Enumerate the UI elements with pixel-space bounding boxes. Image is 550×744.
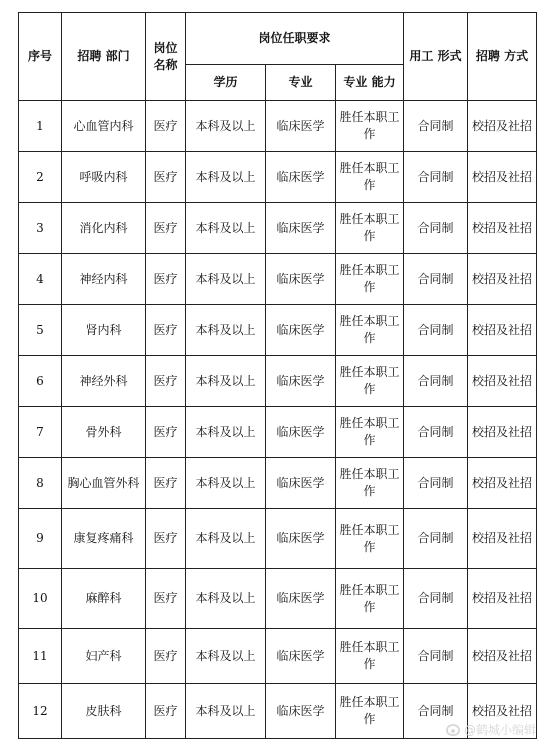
cell-education: 本科及以上 [186, 254, 266, 305]
header-education-label: 学历 [213, 75, 238, 89]
table-row [19, 305, 537, 356]
recruitment-table [18, 12, 537, 739]
table-row [19, 509, 537, 569]
cell-method: 校招及社招 [468, 629, 537, 684]
cell-post: 医疗 [146, 254, 186, 305]
cell-method: 校招及社招 [468, 356, 537, 407]
cell-education: 本科及以上 [186, 203, 266, 254]
cell-dept: 皮肤科 [62, 684, 146, 739]
cell-seq: 1 [19, 101, 62, 152]
cell-education: 本科及以上 [186, 356, 266, 407]
cell-education: 本科及以上 [186, 684, 266, 739]
cell-education: 本科及以上 [186, 629, 266, 684]
table-row [19, 254, 537, 305]
cell-ability: 胜任本职工作 [336, 254, 404, 305]
cell-seq: 9 [19, 509, 62, 569]
cell-dept: 神经内科 [62, 254, 146, 305]
watermark [446, 721, 536, 738]
cell-post: 医疗 [146, 509, 186, 569]
cell-post: 医疗 [146, 356, 186, 407]
cell-major: 临床医学 [266, 203, 336, 254]
cell-major: 临床医学 [266, 356, 336, 407]
cell-ability: 胜任本职工作 [336, 569, 404, 629]
cell-seq: 8 [19, 458, 62, 509]
cell-seq: 6 [19, 356, 62, 407]
header-seq [19, 13, 62, 101]
cell-method: 校招及社招 [468, 254, 537, 305]
header-row-top [19, 13, 537, 65]
cell-major: 临床医学 [266, 305, 336, 356]
cell-ability: 胜任本职工作 [336, 684, 404, 739]
table-header [19, 13, 537, 101]
header-post-line2: 名称 [153, 57, 178, 72]
cell-post: 医疗 [146, 101, 186, 152]
cell-seq: 4 [19, 254, 62, 305]
cell-seq: 10 [19, 569, 62, 629]
table-row [19, 101, 537, 152]
cell-dept: 消化内科 [62, 203, 146, 254]
cell-major: 临床医学 [266, 509, 336, 569]
header-dept [62, 13, 146, 101]
cell-major: 临床医学 [266, 684, 336, 739]
cell-employment: 合同制 [404, 152, 468, 203]
cell-seq: 7 [19, 407, 62, 458]
cell-major: 临床医学 [266, 458, 336, 509]
cell-dept: 神经外科 [62, 356, 146, 407]
cell-education: 本科及以上 [186, 305, 266, 356]
header-seq-label: 序号 [27, 49, 52, 63]
header-dept-line1: 招聘 [77, 49, 102, 63]
cell-ability: 胜任本职工作 [336, 629, 404, 684]
cell-ability: 胜任本职工作 [336, 203, 404, 254]
header-dept-line2: 部门 [105, 49, 130, 63]
cell-employment: 合同制 [404, 305, 468, 356]
cell-major: 临床医学 [266, 629, 336, 684]
cell-employment: 合同制 [404, 509, 468, 569]
cell-seq: 3 [19, 203, 62, 254]
cell-method: 校招及社招 [468, 101, 537, 152]
cell-post: 医疗 [146, 203, 186, 254]
cell-dept: 呼吸内科 [62, 152, 146, 203]
cell-method: 校招及社招 [468, 407, 537, 458]
cell-method: 校招及社招 [468, 569, 537, 629]
table-row [19, 569, 537, 629]
cell-ability: 胜任本职工作 [336, 458, 404, 509]
cell-major: 临床医学 [266, 254, 336, 305]
cell-dept: 肾内科 [62, 305, 146, 356]
cell-post: 医疗 [146, 629, 186, 684]
cell-employment: 合同制 [404, 684, 468, 739]
cell-dept: 麻醉科 [62, 569, 146, 629]
cell-education: 本科及以上 [186, 152, 266, 203]
cell-employment: 合同制 [404, 407, 468, 458]
header-requirements [186, 13, 404, 65]
cell-education: 本科及以上 [186, 407, 266, 458]
cell-seq: 12 [19, 684, 62, 739]
cell-major: 临床医学 [266, 152, 336, 203]
table-row [19, 407, 537, 458]
weibo-icon [446, 724, 460, 736]
cell-method: 校招及社招 [468, 458, 537, 509]
header-employment [404, 13, 468, 101]
header-post-line1: 岗位 [153, 40, 178, 55]
cell-dept: 心血管内科 [62, 101, 146, 152]
cell-post: 医疗 [146, 407, 186, 458]
cell-ability: 胜任本职工作 [336, 101, 404, 152]
cell-major: 临床医学 [266, 407, 336, 458]
cell-education: 本科及以上 [186, 569, 266, 629]
cell-major: 临床医学 [266, 569, 336, 629]
header-major-label: 专业 [288, 75, 313, 89]
table-body [19, 101, 537, 739]
cell-employment: 合同制 [404, 629, 468, 684]
cell-dept: 妇产科 [62, 629, 146, 684]
header-method-line2: 方式 [504, 49, 529, 63]
watermark-text: @鹤城小编辑 [463, 723, 536, 737]
cell-employment: 合同制 [404, 254, 468, 305]
cell-dept: 胸心血管外科 [62, 458, 146, 509]
cell-education: 本科及以上 [186, 458, 266, 509]
table-row [19, 203, 537, 254]
header-method [468, 13, 537, 101]
cell-post: 医疗 [146, 684, 186, 739]
cell-dept: 骨外科 [62, 407, 146, 458]
cell-method: 校招及社招 [468, 203, 537, 254]
table-row [19, 356, 537, 407]
cell-employment: 合同制 [404, 569, 468, 629]
table-row [19, 458, 537, 509]
cell-employment: 合同制 [404, 356, 468, 407]
cell-major: 临床医学 [266, 101, 336, 152]
cell-education: 本科及以上 [186, 509, 266, 569]
cell-post: 医疗 [146, 458, 186, 509]
cell-employment: 合同制 [404, 458, 468, 509]
table-row [19, 629, 537, 684]
cell-ability: 胜任本职工作 [336, 509, 404, 569]
cell-seq: 11 [19, 629, 62, 684]
cell-post: 医疗 [146, 569, 186, 629]
cell-seq: 5 [19, 305, 62, 356]
header-employment-line2: 形式 [437, 49, 462, 63]
header-ability-line1: 专业 [343, 75, 368, 89]
cell-employment: 合同制 [404, 203, 468, 254]
cell-post: 医疗 [146, 152, 186, 203]
cell-method: 校招及社招 [468, 152, 537, 203]
table-row [19, 152, 537, 203]
cell-employment: 合同制 [404, 101, 468, 152]
cell-ability: 胜任本职工作 [336, 152, 404, 203]
header-ability [336, 65, 404, 101]
header-education [186, 65, 266, 101]
header-major [266, 65, 336, 101]
cell-post: 医疗 [146, 305, 186, 356]
header-post [146, 13, 186, 101]
cell-seq: 2 [19, 152, 62, 203]
header-requirements-label: 岗位任职要求 [258, 31, 331, 45]
cell-ability: 胜任本职工作 [336, 305, 404, 356]
cell-method: 校招及社招 [468, 305, 537, 356]
header-method-line1: 招聘 [475, 49, 500, 63]
cell-method: 校招及社招 [468, 684, 537, 739]
cell-dept: 康复疼痛科 [62, 509, 146, 569]
cell-education: 本科及以上 [186, 101, 266, 152]
cell-ability: 胜任本职工作 [336, 407, 404, 458]
cell-ability: 胜任本职工作 [336, 356, 404, 407]
cell-method: 校招及社招 [468, 509, 537, 569]
header-employment-line1: 用工 [409, 49, 434, 63]
header-ability-line2: 能力 [371, 75, 396, 89]
